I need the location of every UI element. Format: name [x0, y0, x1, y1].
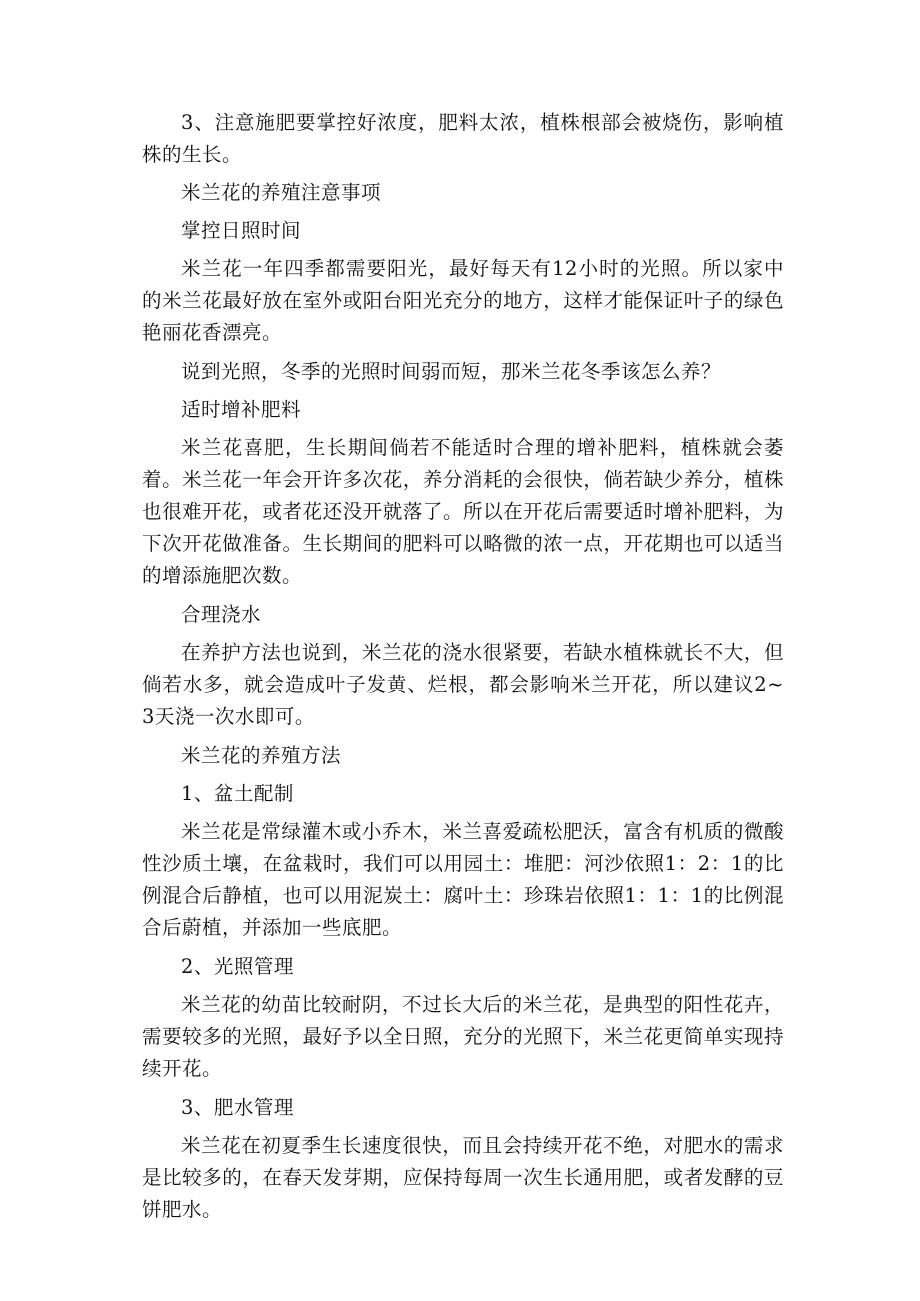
paragraph-winter-light: 说到光照，冬季的光照时间弱而短，那米兰花冬季该怎么养？	[181, 360, 722, 383]
heading-light-management: 2、光照管理	[181, 955, 294, 978]
heading-soil: 1、盆土配制	[181, 782, 294, 805]
heading-sunlight-time: 掌控日照时间	[181, 219, 302, 242]
paragraph-fertilizer-concentration: 3、注意施肥要掌控好浓度，肥料太浓，植株根部会被烧伤，影响植株的生长。	[142, 111, 784, 166]
paragraph-watering: 在养护方法也说到，米兰花的浇水很紧要，若缺水植株就长不大，但倘若水多，就会造成叶子发黄、烂根，都会影响米兰开花，所以建议2~3天浇一次水即可。	[142, 641, 784, 728]
heading-fertilizer: 适时增补肥料	[181, 398, 302, 421]
heading-fertilizer-water: 3、肥水管理	[181, 1096, 294, 1119]
heading-care-notes: 米兰花的养殖注意事项	[181, 181, 382, 204]
document-page	[142, 107, 784, 1226]
paragraph-fertilizer: 米兰花喜肥，生长期间倘若不能适时合理的增补肥料，植株就会萎着。米兰花一年会开许多次花，养分消耗的会很快，倘若缺少养分，植株也很难开花，或者花还没开就落了。所以在开花后需要适时增补肥料，为下次开花做准备。生长期间的肥料可以略微的浓一点，开花期也可以适当的增添施肥次数。	[142, 436, 784, 587]
paragraph-light-management: 米兰花的幼苗比较耐阴，不过长大后的米兰花，是典型的阳性花卉，需要较多的光照，最好予以全日照，充分的光照下，米兰花更简单实现持续开花。	[142, 993, 784, 1080]
paragraph-fertilizer-water: 米兰花在初夏季生长速度很快，而且会持续开花不绝，对肥水的需求是比较多的，在春天发芽期，应保持每周一次生长通用肥，或者发酵的豆饼肥水。	[142, 1134, 784, 1221]
heading-watering: 合理浇水	[181, 603, 262, 626]
paragraph-sunlight: 米兰花一年四季都需要阳光，最好每天有12小时的光照。所以家中的米兰花最好放在室外或阳台阳光充分的地方，这样才能保证叶子的绿色艳丽花香漂亮。	[142, 257, 784, 344]
paragraph-soil: 米兰花是常绿灌木或小乔木，米兰喜爱疏松肥沃，富含有机质的微酸性沙质土壤，在盆栽时，我们可以用园土：堆肥：河沙依照1：2：1的比例混合后静植，也可以用泥炭土：腐叶土：珍珠岩依照1：1：1的比例混合后蔚植，并添加一些底肥。	[142, 820, 784, 939]
heading-cultivation-methods: 米兰花的养殖方法	[181, 744, 342, 767]
